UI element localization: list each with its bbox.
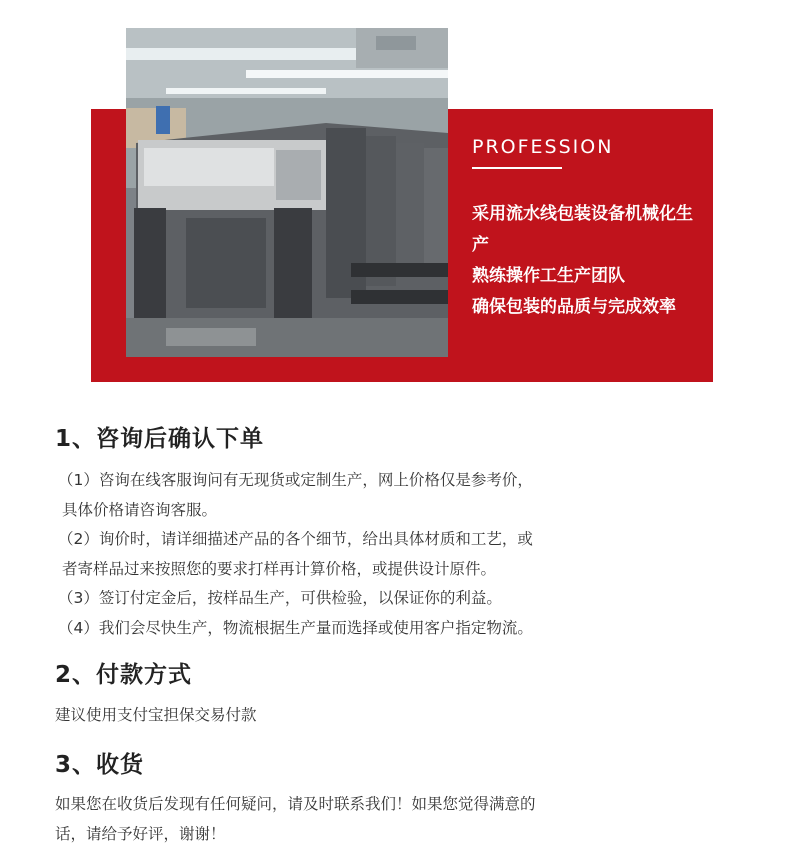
banner-line: 确保包装的品质与完成效率 (472, 297, 676, 317)
paragraph-line: 者寄样品过来按照您的要求打样再计算价格，或提供设计原件。 (62, 559, 497, 578)
paragraph-line: 具体价格请咨询客服。 (62, 500, 218, 519)
banner-lines (472, 199, 702, 323)
printing-machine-photo (126, 28, 448, 357)
paragraph-line: （4）我们会尽快生产，物流根据生产量而选择或使用客户指定物流。 (58, 618, 533, 637)
section-title-order: 1、咨询后确认下单 (55, 426, 265, 452)
paragraph-line: （1）咨询在线客服询问有无现货或定制生产，网上价格仅是参考价， (58, 471, 533, 489)
banner-text-block (472, 136, 702, 323)
banner-heading: PROFESSION (472, 136, 614, 158)
payment-text (55, 701, 257, 731)
paragraph-line: 建议使用支付宝担保交易付款 (55, 706, 257, 724)
section-title-receipt: 3、收货 (55, 752, 145, 778)
paragraph-line: 如果您在收货后发现有任何疑问，请及时联系我们！如果您觉得满意的 (55, 795, 536, 813)
section-title-payment: 2、付款方式 (55, 662, 193, 688)
order-instructions (58, 466, 533, 643)
paragraph-line: （2）询价时，请详细描述产品的各个细节，给出具体材质和工艺，或 (58, 530, 533, 548)
banner-line: 熟练操作工生产团队 (472, 266, 625, 286)
banner-line: 采用流水线包装设备机械化生产 (472, 204, 693, 255)
paragraph-line: （3）签订付定金后，按样品生产，可供检验，以保证你的利益。 (58, 589, 502, 607)
paragraph-line: 话，请给予好评，谢谢！ (55, 824, 226, 843)
receipt-text (55, 790, 536, 849)
heading-underline (472, 167, 562, 169)
